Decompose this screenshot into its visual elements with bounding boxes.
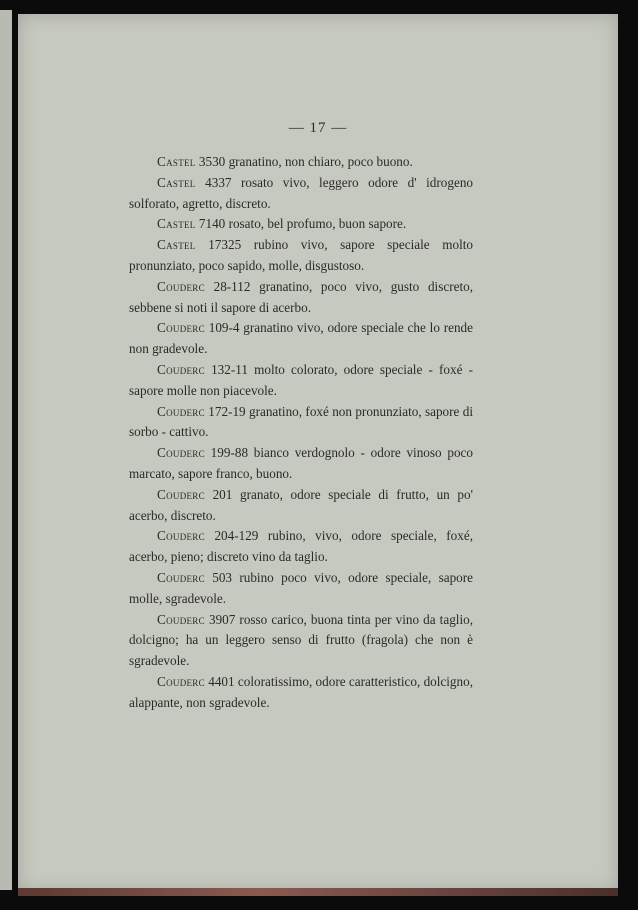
list-item (129, 277, 473, 319)
entry-text: 132-11 molto colorato, odore speciale - foxé - sapore molle non piacevole. (129, 361, 473, 398)
entry-text: 7140 rosato, bel profumo, buon sapore. (198, 216, 407, 232)
entry-text: 201 granato, odore speciale di frutto, un po' acerbo, discreto. (129, 486, 473, 523)
entry-text: 3530 granatino, non chiaro, poco buono. (198, 154, 413, 169)
entry-name: Couderc (157, 673, 205, 689)
entry-text: 109-4 granatino vivo, odore speciale che lo rende non gradevole. (129, 320, 473, 357)
document-page (18, 14, 618, 892)
entry-name: Castel (157, 216, 196, 232)
entry-name: Couderc (157, 569, 205, 585)
list-item (129, 672, 473, 714)
list-item (129, 318, 473, 360)
entry-name: Couderc (157, 445, 205, 461)
entry-text: 28-112 granatino, poco vivo, gusto discreto, sebbene si noti il sapore di acerbo. (129, 278, 473, 315)
list-item (129, 235, 473, 277)
entry-name: Couderc (157, 403, 205, 419)
list-item (129, 360, 473, 402)
list-item (129, 443, 473, 485)
list-item (129, 173, 473, 215)
list-item (129, 568, 473, 610)
entry-text: 17325 rubino vivo, sapore speciale molto pronunziato, poco sapido, molle, disgustoso. (129, 237, 473, 273)
list-item (129, 402, 473, 444)
entry-text: 3907 rosso carico, buona tinta per vino da taglio, dolcigno; ha un leggero senso di frutto (fragola) che non è sgradevole. (129, 611, 474, 669)
entry-name: Couderc (157, 320, 205, 336)
entry-text: 172-19 granatino, foxé non pronunziato, sapore di sorbo - cattivo. (129, 403, 474, 440)
list-item (129, 152, 473, 173)
adjacent-page-edge (0, 10, 12, 890)
entry-name: Castel (157, 237, 196, 253)
list-item (129, 485, 473, 527)
entry-text: 4401 coloratissimo, odore caratteristico, dolcigno, alappante, non sgradevole. (129, 673, 474, 710)
entry-name: Couderc (157, 611, 205, 627)
entry-name: Couderc (157, 486, 205, 502)
entry-name: Couderc (157, 361, 205, 377)
list-item (129, 214, 473, 235)
entry-name: Couderc (157, 278, 205, 294)
list-item (129, 526, 473, 568)
entry-text: 4337 rosato vivo, leggero odore d' idrogeno solforato, agretto, discreto. (129, 174, 474, 211)
list-item (129, 610, 473, 672)
entry-text: 199-88 bianco verdognolo - odore vinoso poco marcato, sapore franco, buono. (129, 445, 473, 481)
entry-name: Castel (157, 174, 196, 190)
page-bottom-edge (18, 888, 618, 896)
page-number: — 17 — (288, 120, 348, 136)
entry-text: 204-129 rubino, vivo, odore speciale, foxé, acerbo, pieno; discreto vino da taglio. (129, 528, 473, 565)
entry-text: 503 rubino poco vivo, odore speciale, sapore molle, sgradevole. (129, 569, 473, 606)
entry-list (129, 152, 473, 714)
entry-name: Castel (157, 154, 196, 169)
entry-name: Couderc (157, 528, 205, 544)
